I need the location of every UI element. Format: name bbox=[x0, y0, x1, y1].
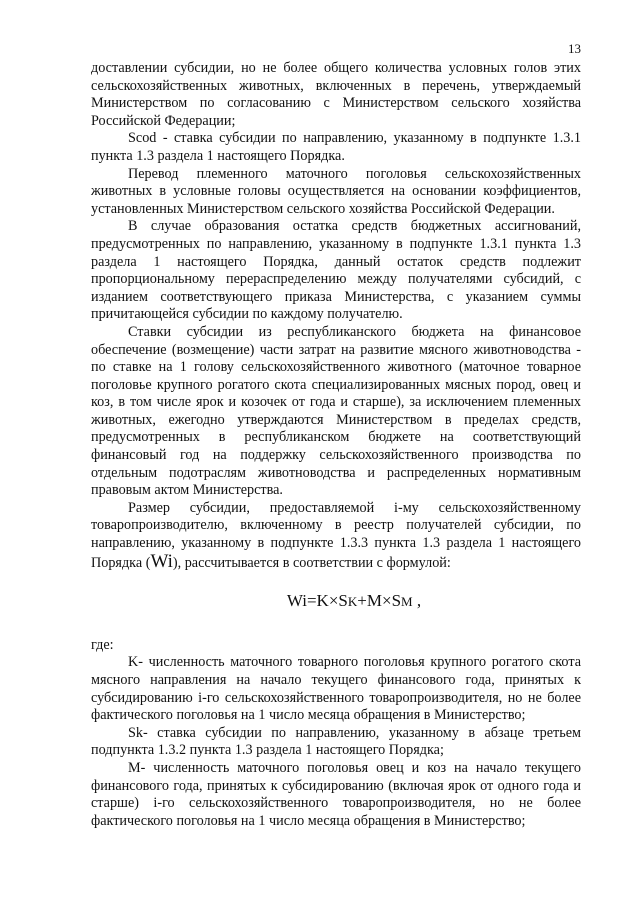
formula-tail: , bbox=[412, 591, 422, 611]
formula-plus-m: +M bbox=[357, 591, 382, 611]
definition-m: M- численность маточного поголовья овец и коз на начало текущего финансового года, принятых к субсидированию (включая ярок от одного года и старше) i-го сельскохозяйственного товаропроизводителя, но не более фактического поголовья на 1 число месяца обращения в Министерство; bbox=[91, 759, 581, 829]
formula-lhs: Wi=K bbox=[286, 591, 329, 611]
formula-times-1: × bbox=[328, 591, 339, 611]
formula-s-m-subscript: M bbox=[401, 594, 413, 610]
definition-k: K- численность маточного товарного поголовья крупного рогатого скота мясного направления на начало текущего финансового года, принятых к субсидированию i-го сельскохозяйственного товаропроизводителя, но не более фактического поголовья на 1 число месяца обращения в Министерство; bbox=[91, 654, 581, 724]
paragraph-subsidy-size bbox=[91, 500, 581, 572]
wi-symbol: Wi bbox=[150, 550, 173, 572]
subsidy-size-text-end: ), рассчитывается в соответствии с формулой: bbox=[172, 554, 451, 571]
paragraph-rates: Ставки субсидии из республиканского бюджета на финансовое обеспечение (возмещение) части затрат на развитие мясного животноводства - по ставке на 1 голову сельскохозяйственного животного (маточное товарное поголовье крупного рогатого скота специализированных мясных пород, овец и коз, в том числе ярок и козочек от года и старше), за исключением племенных животных, ежегодно утверждаются Министерством в пределах средств, предусмотренных в республиканском бюджете на соответствующий финансовый год на поддержку сельскохозяйственного производства по отдельным подотраслям животноводства и распределенных нормативным правовым актом Министерства. bbox=[91, 323, 581, 499]
paragraph-continuation: доставлении субсидии, но не более общего количества условных голов этих сельскохозяйственных животных, включенных в перечень, утверждаемый Министерством по согласованию с Министерством сельского хозяйства Российской Федерации; bbox=[91, 60, 581, 129]
subsidy-formula bbox=[91, 592, 581, 611]
formula-times-2: × bbox=[381, 591, 392, 611]
where-label: где: bbox=[91, 636, 114, 653]
formula-s-k-subscript: K bbox=[347, 594, 358, 610]
page-number: 13 bbox=[568, 41, 581, 56]
formula-s-k: S bbox=[338, 591, 348, 611]
paragraph-conversion: Перевод племенного маточного поголовья сельскохозяйственных животных в условные головы осуществляется на основании коэффициентов, установленных Министерством сельского хозяйства Российской Федерации. bbox=[91, 165, 581, 217]
paragraph-remainder: В случае образования остатка средств бюджетных ассигнований, предусмотренных по направлению, указанному в подпункте 1.3.1 пункта 1.3 раздела 1 настоящего Порядка, данный остаток средств подлежит пропорциональному перераспределению между получателями субсидий, с изданием соответствующего приказа Министерства, с указанием суммы причитающейся субсидии по каждому получателю. bbox=[91, 218, 581, 323]
definition-sk: Sk- ставка субсидии по направлению, указанному в абзаце третьем подпункта 1.3.2 пункта 1.3 раздела 1 настоящего Порядка; bbox=[91, 724, 581, 759]
paragraph-scod-rate: Scod - ставка субсидии по направлению, указанному в подпункте 1.3.1 пункта 1.3 раздела 1 настоящего Порядка. bbox=[91, 130, 581, 164]
document-body bbox=[91, 60, 581, 830]
subsidy-size-text-start: Размер субсидии, предоставляемой i-му сельскохозяйственному товаропроизводителю, включенному в реестр получателей субсидии, по направлению, указанному в подпункте 1.3.3 пункта 1.3 раздела 1 настоящего Порядка ( bbox=[91, 499, 581, 571]
formula-s-m: S bbox=[391, 591, 402, 611]
